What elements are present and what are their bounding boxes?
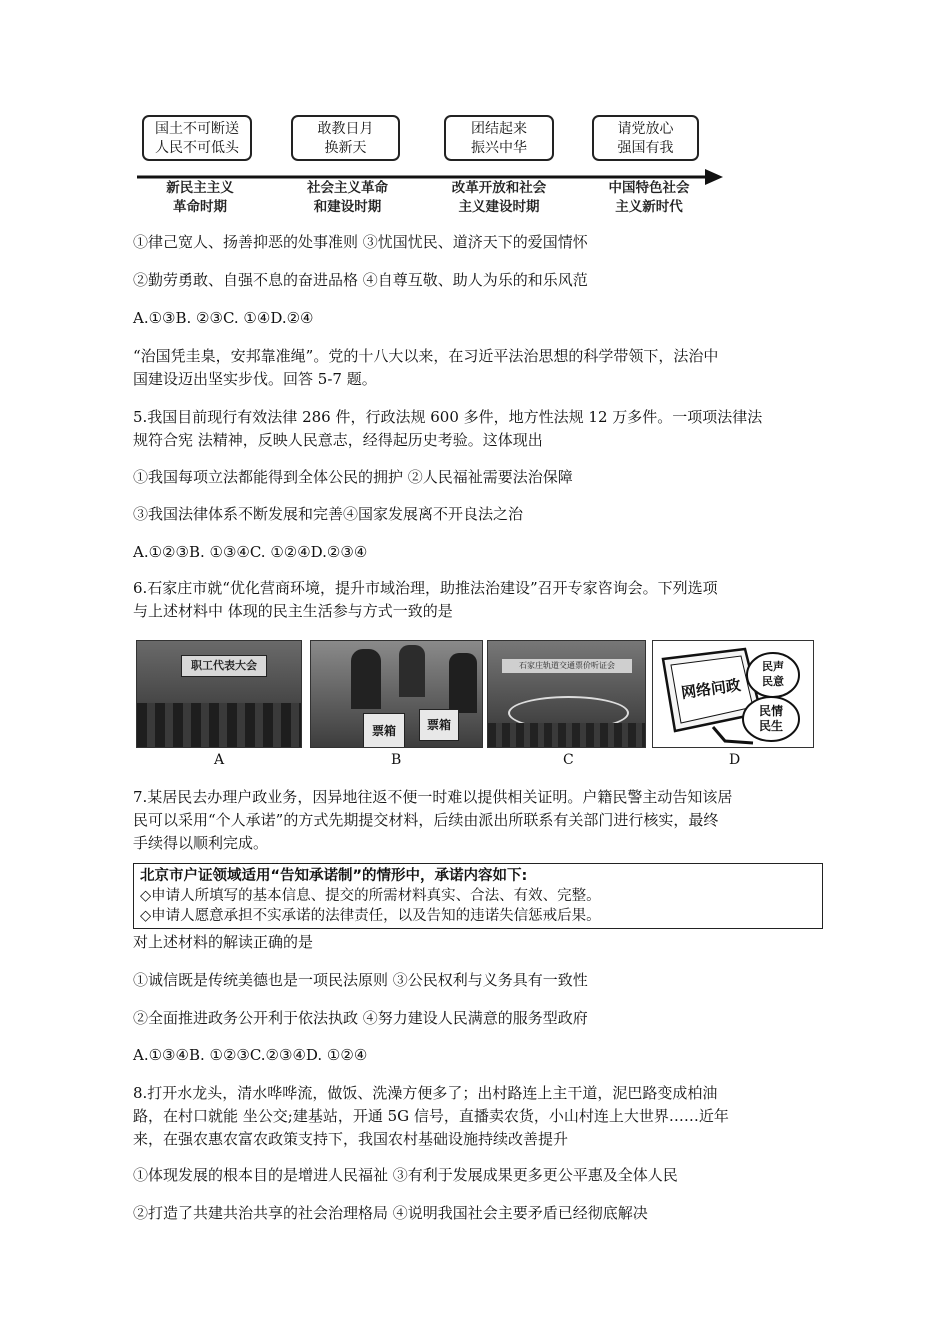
q8-options-line2: ②打造了共建共治共享的社会治理格局 ④说明我国社会主要矛盾已经彻底解决: [133, 1204, 648, 1222]
q5-answers: A.①②③B. ①③④C. ①②④D.②③④: [133, 543, 368, 561]
timeline-slogan: 敢教日月 换新天: [291, 115, 400, 161]
q8-stem-line1: 8.打开水龙头，清水哗哗流，做饭、洗澡方便多了；出村路连上主干道，泥巴路变成柏油: [133, 1084, 718, 1102]
box-item: ◇申请人所填写的基本信息、提交的所需材料真实、合法、有效、完整。: [140, 888, 601, 904]
ballot-box-sign: 票箱: [419, 709, 459, 741]
box-item: ◇申请人愿意承担不实承诺的法律责任，以及告知的违诺失信惩戒后果。: [140, 908, 601, 924]
q5-options-line2: ③我国法律体系不断发展和完善④国家发展离不开良法之治: [133, 505, 524, 523]
q7-stem-line1: 7.某居民去办理户政业务，因异地往返不便一时难以提供相关证明。户籍民警主动告知该居: [133, 788, 733, 806]
timeline-slogan: 团结起来 振兴中华: [444, 115, 554, 161]
commitment-box: [133, 863, 823, 929]
q7-options-line1: ①诚信既是传统美德也是一项民法原则 ③公民权利与义务具有一致性: [133, 971, 588, 989]
q6-stem-line2: 与上述材料中 体现的民主生活参与方式一致的是: [133, 602, 453, 620]
photo-a: [136, 640, 302, 748]
box-title: 北京市户证领域适用“告知承诺制”的情形中，承诺内容如下:: [140, 868, 528, 884]
q4-answers: A.①③B. ②③C. ①④D.②④: [133, 309, 314, 327]
q5-stem-line2: 规符合宪 法精神，反映人民意志，经得起历史考验。这体现出: [133, 431, 543, 449]
q8-stem-line3: 来，在强农惠农富农政策支持下，我国农村基础设施持续改善提升: [133, 1130, 569, 1148]
photo-caption-b: B: [391, 752, 402, 768]
photo-c: [487, 640, 646, 748]
intro-line1: “治国凭圭臬，安邦靠准绳”。党的十八大以来，在习近平法治思想的科学带领下，法治中: [133, 347, 719, 365]
timeline-period: 新民主主义 革命时期: [166, 180, 234, 215]
photo-caption-d: D: [729, 752, 741, 768]
q7-after-box: 对上述材料的解读正确的是: [133, 933, 314, 951]
q7-options-line2: ②全面推进政务公开利于依法执政 ④努力建设人民满意的服务型政府: [133, 1009, 588, 1027]
q6-stem-line1: 6.石家庄市就“优化营商环境，提升市域治理，助推法治建设”召开专家咨询会。下列选项: [133, 579, 718, 597]
photo-b: [310, 640, 483, 748]
q5-stem-line1: 5.我国目前现行有效法律 286 件，行政法规 600 多件，地方性法规 12 万多件。一项项法律法: [133, 408, 763, 426]
q8-stem-line2: 路，在村口就能 坐公交;建基站，开通 5G 信号，直播卖农货，小山村连上大世界……近年: [133, 1107, 729, 1125]
q4-options-line1: ①律己宽人、扬善抑恶的处事准则 ③忧国忧民、道济天下的爱国情怀: [133, 233, 588, 251]
timeline-period: 改革开放和社会 主义建设时期: [451, 180, 547, 215]
speech-bubble-1: 民声 民意: [762, 660, 784, 688]
timeline-slogan: 国土不可断送 人民不可低头: [142, 115, 252, 161]
q5-options-line1: ①我国每项立法都能得到全体公民的拥护 ②人民福祉需要法治保障: [133, 468, 573, 486]
photo-caption-c: C: [563, 752, 574, 768]
photo-d: [652, 640, 814, 748]
q7-answers: A.①③④B. ①②③C.②③④D. ①②④: [133, 1046, 368, 1064]
q4-options-line2: ②勤劳勇敢、自强不息的奋进品格 ④自尊互敬、助人为乐的和乐风范: [133, 271, 588, 289]
q8-options-line1: ①体现发展的根本目的是增进人民福祉 ③有利于发展成果更多更公平惠及全体人民: [133, 1166, 678, 1184]
photo-a-banner: 职工代表大会: [181, 655, 267, 677]
intro-line2: 国建设迈出坚实步伐。回答 5-7 题。: [133, 370, 377, 388]
photo-caption-a: A: [214, 752, 225, 768]
timeline-period: 中国特色社会 主义新时代: [608, 180, 690, 215]
q7-stem-line2: 民可以采用“个人承诺”的方式先期提交材料，后续由派出所联系有关部门进行核实，最终: [133, 811, 719, 829]
ballot-box-sign: 票箱: [363, 713, 405, 748]
timeline-period: 社会主义革命 和建设时期: [307, 180, 388, 215]
timeline-slogan: 请党放心 强国有我: [592, 115, 699, 161]
photo-d-screen-text: 网络问政: [680, 675, 742, 703]
speech-bubble-2: 民情 民生: [758, 704, 783, 733]
q7-stem-line3: 手续得以顺利完成。: [133, 834, 269, 852]
photo-c-banner: 石家庄轨道交通票价听证会: [502, 659, 632, 673]
